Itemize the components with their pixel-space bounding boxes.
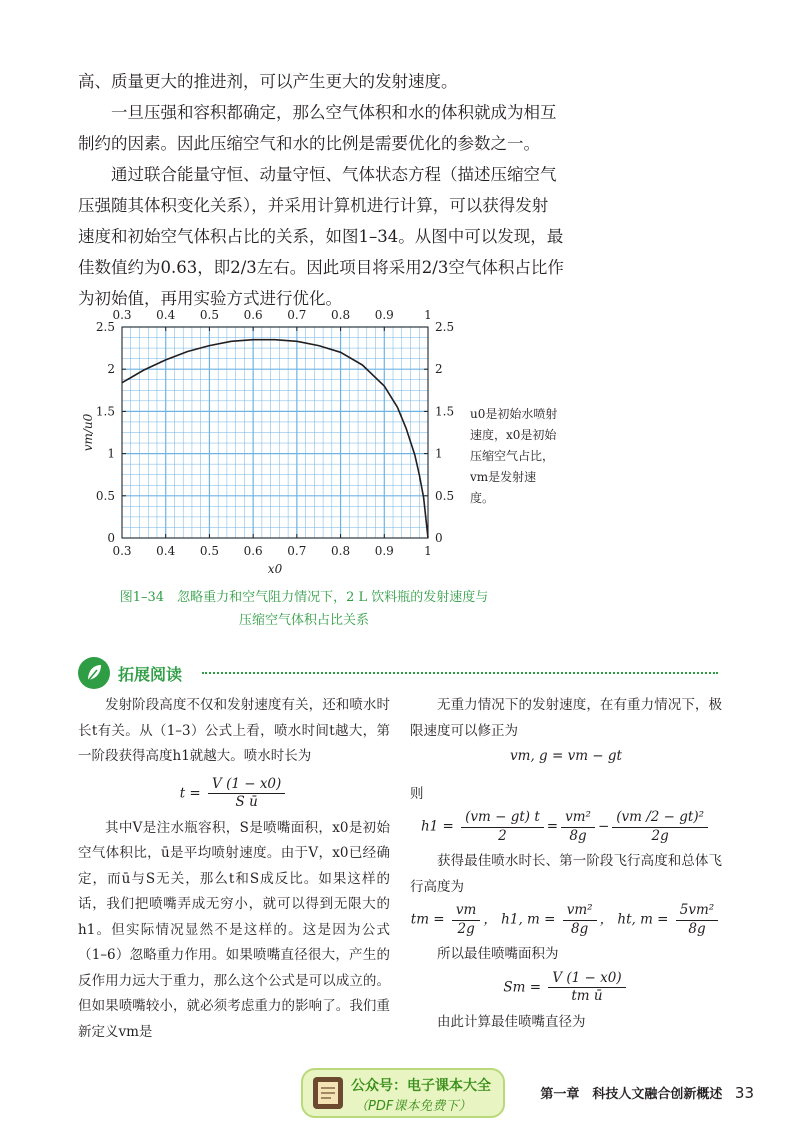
footer-chapter: 第一章 科技人文融合创新概述	[540, 1087, 723, 1102]
formula-h1-term-a	[461, 811, 544, 843]
x-tick-label-top: 0.3	[112, 308, 132, 322]
formula-sm-num: V (1 − x0)	[548, 972, 625, 989]
x-tick-label: 0.5	[199, 544, 219, 558]
x-tick-label: 0.3	[112, 544, 132, 558]
y-tick-label: 1.5	[95, 404, 115, 419]
y-tick-label: 2.5	[95, 320, 115, 334]
x-tick-label-top: 1	[424, 308, 432, 322]
formula-tm-den: 2g	[457, 920, 475, 937]
right-column	[410, 693, 722, 1035]
formula-htm-num: 5vm²	[676, 904, 718, 921]
intro-text	[78, 66, 564, 314]
formula-h1m-fraction	[563, 904, 597, 936]
left-column	[78, 693, 390, 1045]
y-tick-label-right: 0	[435, 531, 443, 545]
formula-sm-fraction	[548, 969, 625, 1004]
figure-caption	[0, 586, 608, 632]
y-tick-label: 1	[107, 446, 115, 461]
formula-sm-den: tm ū	[571, 988, 603, 1004]
y-tick-label: 0	[107, 531, 115, 545]
x-tick-label-top: 0.9	[374, 308, 394, 322]
figure-side-note: u0是初始水喷射速度，x0是初始压缩空气占比，vm是发射速度。	[470, 407, 558, 505]
formula-h1-term-a-den: 2	[498, 827, 507, 844]
formula-tm-num: vm	[452, 904, 480, 921]
figure-caption-line-1: 图1–34 忽略重力和空气阻力情况下，2 L 饮料瓶的发射速度与	[119, 590, 489, 605]
formula-t-lhs: t =	[179, 785, 201, 801]
formula-h1: h1 = $\frac{(vm - gt) t}{2}$ = $\frac{\text{vm²}}{8g}$ − $\frac{\text{(vm /2 − gt)²}}{2g}$	[410, 811, 722, 843]
formula-htm-fraction	[676, 904, 718, 936]
x-tick-label: 1	[424, 544, 432, 558]
x-tick-label-top: 0.5	[199, 308, 219, 322]
intro-paragraph-1: 高、质量更大的推进剂，可以产生更大的发射速度。	[78, 72, 458, 91]
x-axis-label: x0	[267, 562, 283, 576]
formula-h1-term-c-den: 2g	[651, 827, 669, 844]
formula-sm	[410, 969, 722, 1004]
formula-h1m-num: vm²	[563, 904, 597, 921]
line-chart	[78, 300, 478, 580]
y-tick-label: 0.5	[95, 488, 115, 503]
left-paragraph-1: 发射阶段高度不仅和发射速度有关，还和喷水时长t有关。从（1–3）公式上看，喷水时间t越大，第一阶段获得高度h1就越大。喷水时长为	[78, 697, 390, 764]
figure-caption-line-2: 压缩空气体积占比关系	[238, 613, 369, 628]
y-tick-label-right: 2.5	[435, 320, 455, 334]
formula-h1-lhs: h1 =	[420, 818, 454, 835]
y-tick-label-right: 1.5	[435, 404, 455, 419]
formula-h1-term-a-num: (vm − gt) t	[461, 811, 544, 828]
formula-tm-lhs: tm =	[410, 911, 445, 928]
x-tick-label: 0.7	[287, 544, 307, 558]
formula-htm-den: 8g	[688, 920, 706, 937]
extended-reading-header	[78, 657, 718, 691]
x-tick-label-top: 0.6	[243, 308, 263, 322]
formula-h1-term-c-num: (vm /2 − gt)²	[612, 811, 708, 828]
formula-optimal-values: tm = $\frac{vm}{2g}$ ， h1, m = $\frac{\text{vm²}}{8g}$ ， ht, m = $\frac{\text{5vm²}}{8g}$	[410, 904, 722, 936]
y-tick-label: 2	[107, 362, 115, 377]
formula-t-numerator: V (1 − x0)	[208, 778, 285, 795]
x-tick-label-top: 0.8	[331, 308, 351, 322]
intro-paragraph-2: 一旦压强和容积都确定，那么空气体积和水的体积就成为相互制约的因素。因此压缩空气和水的比例是需要优化的参数之一。	[78, 103, 557, 153]
right-paragraph-2: 则	[410, 785, 424, 802]
intro-paragraph-3: 通过联合能量守恒、动量守恒、气体状态方程（描述压缩空气压强随其体积变化关系），并采用计算机进行计算，可以获得发射速度和初始空气体积占比的关系，如图1–34。从图中可以发现，最佳数值约为0.63，即2/3左右。因此项目将采用2/3空气体积占比作为初始值，再用实验方式进行优化。	[78, 165, 564, 308]
figure-1-34	[78, 300, 478, 580]
right-paragraph-5: 由此计算最佳喷嘴直径为	[437, 1013, 586, 1030]
x-tick-label: 0.4	[156, 544, 176, 558]
formula-h1-term-b-den: 8g	[569, 827, 587, 844]
dotted-divider	[202, 672, 718, 674]
watermark-line-2: （PDF课本免费下）	[355, 1099, 472, 1114]
x-tick-label-top: 0.7	[287, 308, 307, 322]
x-tick-label: 0.8	[331, 544, 351, 558]
formula-htm-lhs: ht, m =	[617, 911, 669, 928]
left-paragraph-2: 其中V是注水瓶容积，S是喷嘴面积，x0是初始空气体积比，ū是平均喷射速度。由于V，x0已经确定，而ū与S无关，那么t和S成反比。如果这样的话，我们把喷嘴弄成无穷小，就可以得到无限大的h1。但实际情况显然不是这样的。这是因为公式（1–6）忽略重力作用。如果喷嘴直径很大，产生的反作用力远大于重力，那么这个公式是可以成立的。但如果喷嘴较小，就必须考虑重力的影响了。我们重新定义vm是	[78, 819, 390, 1040]
formula-t	[78, 775, 390, 810]
formula-h1-term-b	[561, 811, 595, 843]
formula-h1m-lhs: h1, m =	[501, 911, 556, 928]
formula-h1m-den: 8g	[571, 920, 589, 937]
y-tick-label-right: 1	[435, 446, 443, 461]
formula-h1-term-c	[612, 811, 708, 843]
right-paragraph-1: 无重力情况下的发射速度，在有重力情况下，极限速度可以修正为	[410, 697, 722, 739]
x-tick-label-top: 0.4	[156, 308, 176, 322]
right-paragraph-4: 所以最佳喷嘴面积为	[437, 946, 559, 962]
formula-t-fraction	[208, 775, 285, 810]
watermark-banner	[301, 1068, 505, 1118]
leaf-icon	[78, 657, 110, 689]
page-footer	[540, 1083, 754, 1102]
y-axis-label: vm/u0	[81, 413, 95, 452]
y-tick-label-right: 0.5	[435, 488, 455, 503]
right-paragraph-3: 获得最佳喷水时长、第一阶段飞行高度和总体飞行高度为	[410, 853, 722, 895]
formula-h1-term-b-num: vm²	[561, 811, 595, 828]
formula-sm-lhs: Sm =	[503, 979, 542, 995]
extended-reading-title: 拓展阅读	[118, 665, 183, 684]
page-number: 33	[734, 1084, 754, 1102]
x-tick-label: 0.6	[243, 544, 263, 558]
book-icon	[313, 1077, 343, 1109]
formula-t-denominator: S ū	[235, 794, 258, 810]
formula-tm-fraction	[452, 904, 480, 936]
watermark-line-1: 公众号：电子课本大全	[351, 1078, 491, 1094]
y-tick-label-right: 2	[435, 362, 443, 377]
x-tick-label: 0.9	[374, 544, 394, 558]
formula-vmg: vm, g = vm − gt	[510, 748, 622, 764]
